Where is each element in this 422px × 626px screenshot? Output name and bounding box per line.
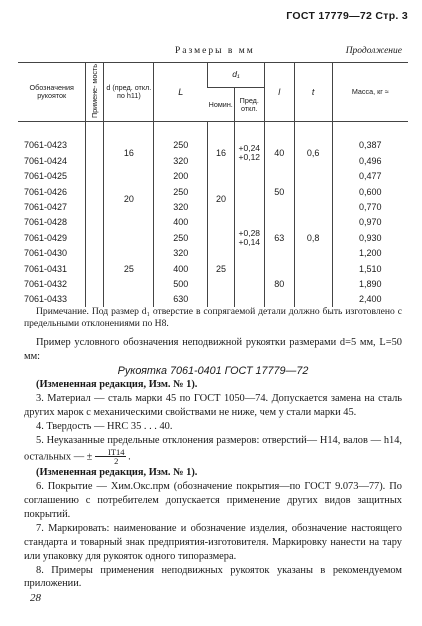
cell-l: 40 bbox=[264, 138, 294, 169]
cell-code: 7061-0432 bbox=[24, 278, 68, 289]
cell-d: 25 bbox=[104, 230, 154, 307]
table-row bbox=[18, 169, 408, 184]
item-6: 6. Покрытие — Хим.Окс.прм (обозначение покрытия—по ГОСТ 9.073—77). По соглашению с потребителем допускается применение других видов защитных покрытий. bbox=[24, 480, 402, 520]
cell-l: 63 bbox=[264, 215, 294, 261]
cell-code: 7061-0429 bbox=[24, 232, 68, 243]
col-d1: d₁ bbox=[208, 63, 265, 88]
cell-code: 7061-0431 bbox=[24, 263, 68, 274]
cell-L: 500 bbox=[154, 276, 208, 291]
cell-L: 250 bbox=[154, 138, 208, 153]
col-designation: Обозначения рукояток bbox=[18, 63, 86, 122]
cell-d1-nominal: 16 bbox=[208, 138, 235, 169]
cell-code: 7061-0430 bbox=[24, 248, 68, 259]
cell-mass: 0,387 bbox=[332, 138, 408, 153]
cell-d: 16 bbox=[104, 138, 154, 169]
cell-L: 320 bbox=[154, 153, 208, 168]
dimensions-table bbox=[18, 62, 408, 307]
col-l: l bbox=[264, 63, 294, 122]
cell-mass: 1,510 bbox=[332, 261, 408, 276]
cell-mass: 0,600 bbox=[332, 184, 408, 199]
cell-code: 7061-0425 bbox=[24, 171, 68, 182]
col-mass: Масса, кг ≈ bbox=[332, 63, 408, 122]
change-note: (Измененная редакция, Изм. № 1). bbox=[36, 379, 198, 391]
cell-d1-nominal: 25 bbox=[208, 230, 235, 307]
cell-code: 7061-0433 bbox=[24, 294, 68, 305]
table-note: Примечание. Под размер d₁ отверстие в сопрягаемой детали должно быть изготовлено с предельными отклонениями по Н8. bbox=[24, 306, 402, 330]
item-4: 4. Твердость — HRC 35 . . . 40. bbox=[36, 421, 173, 433]
col-d: d (пред. откл. по h11) bbox=[104, 63, 154, 122]
document-body bbox=[24, 306, 402, 591]
cell-d: 20 bbox=[104, 169, 154, 231]
cell-mass: 2,400 bbox=[332, 292, 408, 307]
continuation-label: Продолжение bbox=[345, 46, 402, 56]
item-8: 8. Примеры применения неподвижных рукояток указаны в рекомендуемом приложении. bbox=[24, 564, 402, 590]
cell-code: 7061-0424 bbox=[24, 155, 68, 166]
cell-d1-deviation: +0,28 +0,14 bbox=[234, 169, 264, 308]
cell-L: 400 bbox=[154, 215, 208, 230]
item-5: 5. Неуказанные предельные отклонения размеров: отверстий— Н14, валов — h14, остальных — ± $\frac{IT14}{2}$ . bbox=[24, 435, 402, 467]
item-7: 7. Маркировать: наименование и обозначение изделия, обозначение настоящего стандарта и товарный знак предприятия-изготовителя. Маркировку нанести на тару или упаковку для рукояток одного типоразмера. bbox=[24, 522, 402, 562]
cell-L: 250 bbox=[154, 184, 208, 199]
cell-code: 7061-0427 bbox=[24, 201, 68, 212]
col-t: t bbox=[294, 63, 332, 122]
cell-mass: 0,477 bbox=[332, 169, 408, 184]
sizes-label: Размеры в мм bbox=[175, 46, 255, 56]
table-row bbox=[18, 138, 408, 153]
col-d1-deviation: Пред. откл. bbox=[234, 88, 264, 122]
cell-L: 200 bbox=[154, 169, 208, 184]
page-header: ГОСТ 17779—72 Стр. 3 bbox=[286, 10, 408, 22]
col-application: Примене- мость bbox=[86, 63, 104, 122]
cell-code: 7061-0428 bbox=[24, 217, 68, 228]
example-title: Пример условного обозначения неподвижной рукоятки размерами d=5 мм, L=50 мм: bbox=[24, 336, 402, 362]
cell-mass: 0,496 bbox=[332, 153, 408, 168]
cell-application bbox=[86, 138, 104, 307]
cell-mass: 0,970 bbox=[332, 215, 408, 230]
cell-L: 400 bbox=[154, 261, 208, 276]
cell-l: 50 bbox=[264, 169, 294, 215]
item-3: 3. Материал — сталь марки 45 по ГОСТ 1050—74. Допускается замена на сталь других марок с механическими свойствами не ниже, чем у стали марки 45. bbox=[24, 393, 402, 419]
cell-L: 320 bbox=[154, 199, 208, 214]
cell-mass: 0,770 bbox=[332, 199, 408, 214]
cell-L: 630 bbox=[154, 292, 208, 307]
cell-mass: 1,200 bbox=[332, 245, 408, 260]
cell-t: 0,6 bbox=[294, 138, 332, 169]
cell-d1-nominal: 20 bbox=[208, 169, 235, 231]
tolerance-fraction: $\frac{IT14}{2}$ bbox=[95, 448, 126, 466]
cell-L: 250 bbox=[154, 230, 208, 245]
col-d1-nominal: Номин. bbox=[208, 88, 235, 122]
cell-mass: 1,890 bbox=[332, 276, 408, 291]
cell-t: 0,8 bbox=[294, 169, 332, 308]
cell-l: 80 bbox=[264, 261, 294, 307]
table-row bbox=[18, 230, 408, 245]
page-number: 28 bbox=[30, 592, 41, 604]
cell-d1-deviation: +0,24 +0,12 bbox=[234, 138, 264, 169]
cell-mass: 0,930 bbox=[332, 230, 408, 245]
example-value: Рукоятка 7061-0401 ГОСТ 17779—72 bbox=[117, 364, 309, 377]
cell-code: 7061-0423 bbox=[24, 140, 68, 151]
cell-code: 7061-0426 bbox=[24, 186, 68, 197]
change-note: (Измененная редакция, Изм. № 1). bbox=[36, 466, 198, 478]
cell-L: 320 bbox=[154, 245, 208, 260]
col-L: L bbox=[154, 63, 208, 122]
